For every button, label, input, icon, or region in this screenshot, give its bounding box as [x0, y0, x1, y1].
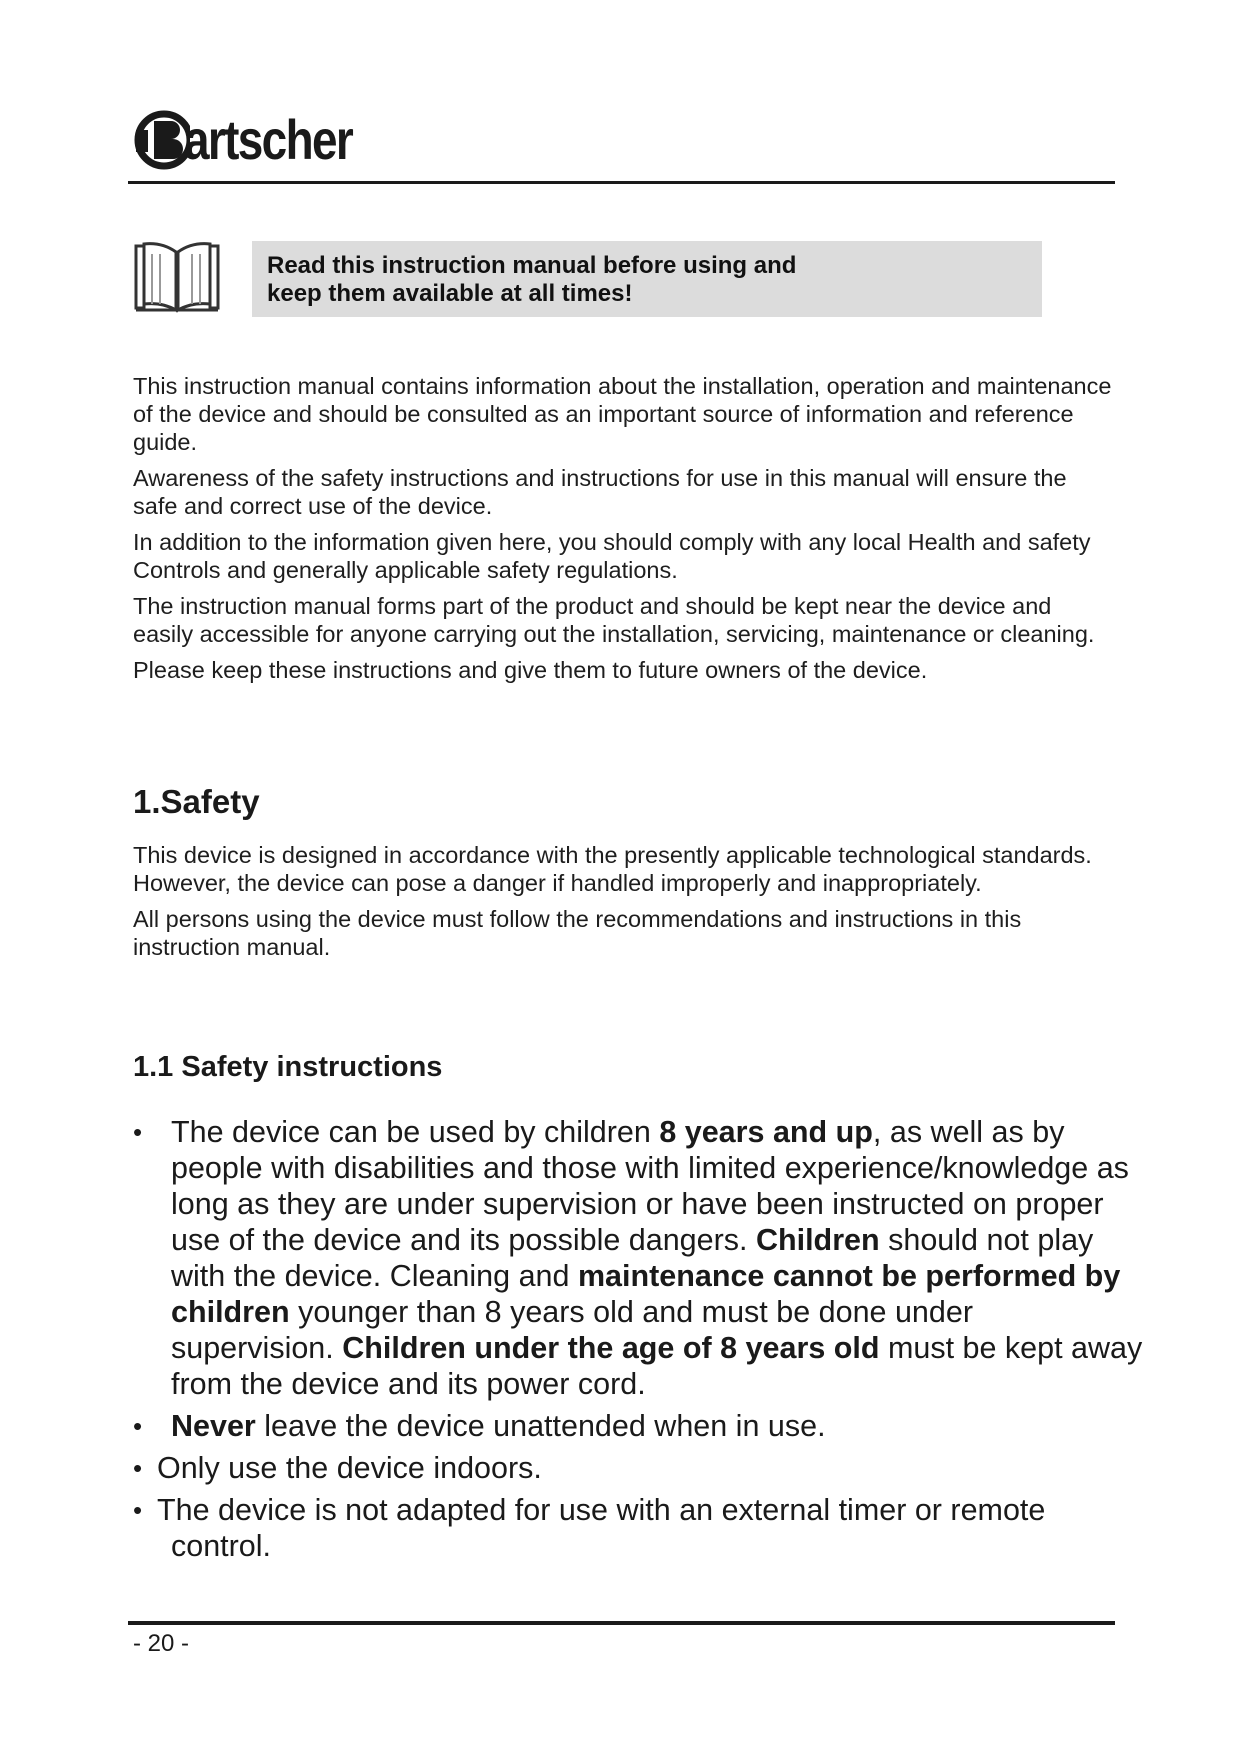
- footer-divider: [128, 1621, 1115, 1625]
- notice-line-2: keep them available at all times!: [267, 280, 633, 307]
- read-manual-notice: [252, 241, 1042, 317]
- safety-instructions-heading: 1.1 Safety instructions: [133, 1051, 443, 1083]
- list-item-text: The device can be used by children 8 years and up, as well as by people with disabilities and those with limited experience/knowledge as long as they are under supervision or have been instructed on proper use of the device and its possible dangers. Children should not play with the device. Cleaning and maintenance cannot be performed by children younger than 8 years old and must be done under supervision. Children under the age of 8 years old must be kept away from the device and its power cord.: [171, 1115, 1143, 1401]
- intro-paragraph: The instruction manual forms part of the product and should be kept near the device and easily accessible for anyone carrying out the installation, servicing, maintenance or cleaning.: [133, 593, 1095, 647]
- notice-line-1: Read this instruction manual before using and: [267, 252, 797, 279]
- page-number: - 20 -: [133, 1630, 190, 1657]
- list-item: [133, 1492, 1143, 1564]
- safety-paragraph: All persons using the device must follow the recommendations and instructions in this instruction manual.: [133, 906, 1022, 960]
- header-divider: [128, 181, 1115, 184]
- brand-name: artscher: [184, 108, 353, 171]
- list-item-text: Never leave the device unattended when in use.: [171, 1409, 826, 1443]
- brand-logo: [134, 100, 389, 180]
- bullet-icon: •: [133, 1453, 143, 1483]
- safety-heading: 1.Safety: [133, 783, 260, 820]
- list-item-text: The device is not adapted for use with an external timer or remote control.: [157, 1493, 1046, 1563]
- intro-paragraph: In addition to the information given here, you should comply with any local Health and safety Controls and generally applicable safety regulations.: [133, 529, 1091, 583]
- bartscher-logo-icon: [134, 108, 190, 172]
- bullet-icon: •: [133, 1495, 143, 1525]
- intro-section: [133, 372, 1113, 692]
- safety-intro-section: [133, 841, 1113, 969]
- list-item: [133, 1114, 1143, 1402]
- bullet-icon: •: [133, 1117, 143, 1147]
- manual-book-icon: [132, 240, 222, 316]
- intro-paragraph: Awareness of the safety instructions and instructions for use in this manual will ensure the safe and correct use of the device.: [133, 465, 1067, 519]
- list-item-text: Only use the device indoors.: [157, 1451, 542, 1485]
- safety-paragraph: This device is designed in accordance with the presently applicable technological standards. However, the device can pose a danger if handled improperly and inappropriately.: [133, 842, 1092, 896]
- list-item: [133, 1408, 1143, 1444]
- intro-paragraph: Please keep these instructions and give them to future owners of the device.: [133, 657, 928, 683]
- bullet-icon: •: [133, 1411, 143, 1441]
- safety-instructions-list: [133, 1114, 1143, 1570]
- intro-paragraph: This instruction manual contains information about the installation, operation and maintenance of the device and should be consulted as an important source of information and reference guide.: [133, 373, 1112, 455]
- list-item: [133, 1450, 1143, 1486]
